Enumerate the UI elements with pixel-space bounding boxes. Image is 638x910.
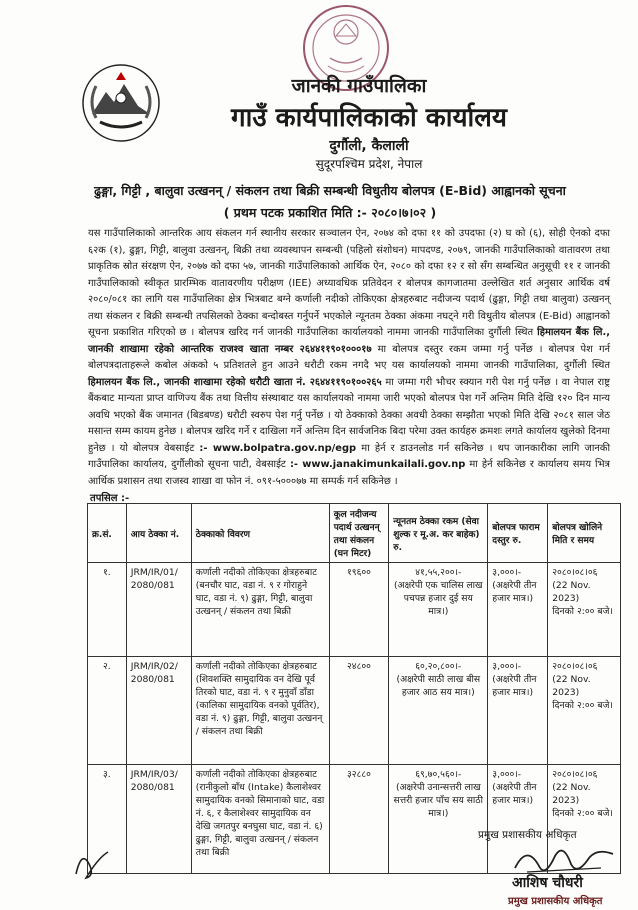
municipality-name: जानकी गाउँपालिका — [291, 75, 427, 97]
row-open-date-ad: (22 Nov. 2023) — [552, 782, 591, 806]
row-amount: ६९,७०,५६०।- — [415, 769, 462, 780]
row-open-date-ad: (22 Nov. 2023) — [552, 580, 591, 604]
row-fee: ३,०००।- — [492, 567, 522, 578]
row-description: कर्णाली नदीको तोकिएका क्षेत्रहरुबाट (बनचौर घाट, वडा नं. ९ र गोराहुने घाट, वडा नं. ९) ढुङ्गा, गिट्टी, बालुवा उत्खनन् / संकलन तथा बिक्री — [191, 563, 329, 657]
row-fee-cell — [488, 657, 548, 765]
row-open-date-bs: २०८०।०८।०६ — [552, 567, 598, 578]
handwritten-initial-icon — [68, 838, 118, 884]
row-contract-id: JRM/IR/02/ 2080/081 — [126, 657, 191, 765]
row-amount: ४१,५५,२००।- — [415, 567, 462, 578]
row-amount: ६०,२०,८००।- — [415, 661, 462, 672]
province-name: सुदूरपश्चिम प्रदेश, नेपाल — [315, 157, 423, 171]
row-fee-words: (अक्षरेपी तीन हजार मात्र।) — [492, 782, 537, 806]
row-quantity: ३२८८० — [329, 765, 389, 874]
body-part-1: यस गाउँपालिकाको आन्तरिक आय संकलन गर्न स्थानीय सरकार सञ्चालन ऐन, २०७४ को दफा ११ को उपदफा (२) घ को (६), सोही ऐनको दफा ६२क (१), ढुङ्गा, गिट्टी, बालुवा उत्खनन्, बिक्री तथा व्यवस्थापन सम्बन्धी (पहिलो संशोधन) मापदण्ड, २०७९, जानकी गाउँपालिकाको वातावरण तथा प्राकृतिक स्रोत संरक्षण ऐन, २०७७ को दफा ५७, जानकी गाउँपालिकाको आर्थिक ऐन, २०८० को दफा १२ र सो सँग सम्बन्धित अनुसूची ११ र जानकी गाउँपालिकाको स्वीकृत प्रारम्भिक वातावरणीय परीक्षण (IEE) अध्यावधिक प्रतिवेदन र बोलपत्र कागजातमा उल्लेखित शर्त अनुसार आर्थिक वर्ष २०८०/०८१ का लागि यस गाउँपालिका क्षेत्र भित्रबाट बग्ने कर्णाली नदीको तोकिएका क्षेत्रहरुबाट नदीजन्य पदार्थ (ढुङ्गा, गिट्टी तथा बालुवा) उत्खनन् तथा संकलन र बिक्री सम्बन्धी तपसिलको ठेक्का बन्दोबस्त गर्नुपर्ने भएकोले न्यूनतम ठेक्का अंकमा नघट्ने गरी विधुतीय बोलपत्र (E-Bid) आह्वानको सूचना प्रकाशित गरिएको छ । बोलपत्र खरिद गर्न जानकी गाउँपालिका कार्यालयको नाममा जानकी गाउँपालिका दुर्गौली स्थित — [88, 228, 610, 338]
publish-date: ( प्रथम पटक प्रकाशित मिति :- २०८०।७।०२ ) — [223, 205, 437, 220]
row-contract-id: JRM/IR/03/ 2080/081 — [126, 765, 191, 874]
officer-designation: प्रमुख प्रशासकीय अधिकृत — [508, 896, 603, 907]
table-row — [88, 657, 621, 765]
row-open-cell — [548, 563, 621, 657]
body-part-3: मा जम्मा गरी भौचर स्क्यान गरी पेश गर्नु पर्नेछ । वा नेपाल राष्ट्र बैंकबाट मान्यता प्राप्त वाणिज्य बैंक तथा वित्तीय संस्थाबाट यस कार्यालयको नाममा जारी भएको बोलपत्र पेश गर्ने अन्तिम मिति देखि १२० दिन मान्य अवधि भएको बैंक जमानत (बिडबण्ड) धरौटी स्वरुप पेश गर्नु पर्नेछ । यो ठेक्काको ठेक्का अवधी ठेक्का सम्झौता भएको मिति देखि २०८१ साल जेठ मसान्त सम्म कायम हुनेछ । बोलपत्र खरिद गर्ने र दाखिला गर्ने अन्तिम दिन सार्वजनिक बिदा परेमा उक्त कार्यहरु क्रमशः लगते कार्यालय खुलेको दिनमा हुनेछ । यो बोलपत्र वेबसाईट — [88, 376, 610, 454]
row-open-date-bs: २०८०।०८।०६ — [552, 769, 598, 780]
row-quantity: २४८०० — [329, 657, 389, 765]
body-part-4: मा हेर्न र डाउनलोड गर्न सकिनेछ । थप जानकारीका लागि जानकी गाउँपालिका कार्यालय, दुर्गौलीको सूचना पाटी, वेबसाईट — [88, 442, 610, 470]
row-fee: ३,०००।- — [492, 661, 522, 672]
row-open-cell — [548, 657, 621, 765]
row-sn: ३. — [88, 765, 127, 874]
row-open-date-ad: (22 Nov. 2023) — [552, 674, 591, 698]
deposit-account-number: हिमालयन बैंक लि., जानकी शाखामा रहेको धरौटी खाता नं. २६४४११९०१००२६५ — [88, 376, 382, 388]
row-quantity: १९६०० — [329, 563, 389, 657]
row-contract-id: JRM/IR/01/ 2080/081 — [126, 563, 191, 657]
row-fee-words: (अक्षरेपी तीन हजार मात्र।) — [492, 674, 537, 698]
row-sn: १. — [88, 563, 127, 657]
officer-title-label: प्रमुख प्रशासकीय अधिकृत — [478, 829, 577, 841]
row-fee-cell — [488, 563, 548, 657]
row-fee: ३,०००।- — [492, 769, 522, 780]
bolpatra-website: :- www.bolpatra.gov.np/egp — [199, 442, 357, 454]
col-header-qty: कूल नदीजन्य पदार्थ उत्खनन् तथा संकलन (घन मिटर) — [329, 504, 389, 563]
table-row — [88, 563, 621, 657]
notice-body — [88, 226, 610, 490]
schedule-label: तपसिल :- — [90, 493, 130, 504]
row-sn: २. — [88, 657, 127, 765]
row-amount-cell — [389, 563, 488, 657]
row-open-time: दिनको २:०० बजे। — [552, 606, 613, 617]
notice-title: ढुङ्गा, गिट्टी , बालुवा उत्खनन् / संकलन तथा बिक्री सम्बन्धी विधुतीय बोलपत्र (E-Bid) आह्वानको सूचना — [94, 183, 566, 198]
office-name: गाउँ कार्यपालिकाको कार्यालय — [231, 103, 507, 133]
row-amount-cell — [389, 657, 488, 765]
table-header-row — [88, 504, 621, 563]
row-amount-cell — [389, 765, 488, 874]
row-open-time: दिनको २:०० बजे। — [552, 700, 613, 711]
body-part-2: मा बोलपत्र दस्तुर रकम जम्मा गर्नु पर्नेछ । बोलपत्र पेश गर्न बोलपत्रदाताहरूले कबोल अंकको ५ प्रतिशतले हुन आउने धरौटी रकम नगदै भए यस कार्यालयको नाममा जानकी गाउँपालिका, दुर्गौली स्थित — [88, 343, 610, 371]
municipality-website: :- www.janakimunkailali.gov.np — [289, 459, 466, 470]
col-header-fee: बोलपत्र फाराम दस्तुर रु. — [488, 504, 548, 563]
row-description: कर्णाली नदीको तोकिएका क्षेत्रहरुबाट (रानीकुलो बाँध (Intake) कैलाशेश्वर सामुदायिक वनको सिमानाको घाट, वडा नं. ६, र कैलाशेश्वर सामुदायिक वन देखि जगतपुर बनघुसा घाट, वडा नं. ६) ढुङ्गा, गिट्टी, बालुवा उत्खनन् / संकलन तथा बिक्री — [191, 765, 329, 874]
col-header-desc: ठेक्काको विवरण — [191, 504, 329, 563]
row-amount-words: (अक्षरेपी उनान्सत्तरी लाख सत्तरी हजार पाँच सय साठी मात्र।) — [393, 782, 484, 819]
row-amount-words: (अक्षरेपी साठी लाख बीस हजार आठ सय मात्र।) — [396, 674, 481, 698]
row-amount-words: (अक्षरेपी एक चालिस लाख पचपन्न हजार दुई सय मात्र।) — [393, 580, 483, 617]
body-part-5: मा हेर्न सकिनेछ र कार्यालय समय भित्र आर्थिक प्रशासन तथा राजस्व शाखा वा फोन नं. ०९१-५०००७७ मा सम्पर्क गर्न सकिनेछ । — [88, 459, 611, 487]
row-open-date-bs: २०८०।०८।०६ — [552, 661, 598, 672]
col-header-amount: न्यूनतम ठेक्का रकम (सेवा शुल्क र मू.अ. कर बाहेक) रु. — [389, 504, 488, 563]
bank-account-number: हिमालयन बैंक लि., जानकी शाखामा रहेको आन्तरिक राजश्व खाता नम्बर २६४४११९०१०००१७ — [88, 327, 610, 355]
col-header-sn: क्र.सं. — [88, 504, 127, 563]
col-header-open: बोलपत्र खोलिने मिति र समय — [548, 504, 621, 563]
row-description: कर्णाली नदीको तोकिएका क्षेत्रहरुबाट (शिवशक्ति सामुदायिक वन देखि पूर्व तिरको घाट, वडा नं. ९ र मुनुवाँ डाँडा (कालिका सामुदायिक वनको पूर्वतिर), वडा नं. ९) ढुङ्गा, गिट्टी, बालुवा उत्खनन् / संकलन तथा बिक्री — [191, 657, 329, 765]
col-header-id: आय ठेक्का नं. — [126, 504, 191, 563]
row-fee-words: (अक्षरेपी तीन हजार मात्र।) — [492, 580, 537, 604]
officer-name: आशिष चौधरी — [512, 875, 583, 891]
schedule-table — [87, 503, 621, 874]
office-location: दुर्गौली, कैलाली — [329, 138, 409, 154]
row-open-time: दिनको २:०० बजे। — [552, 808, 613, 819]
